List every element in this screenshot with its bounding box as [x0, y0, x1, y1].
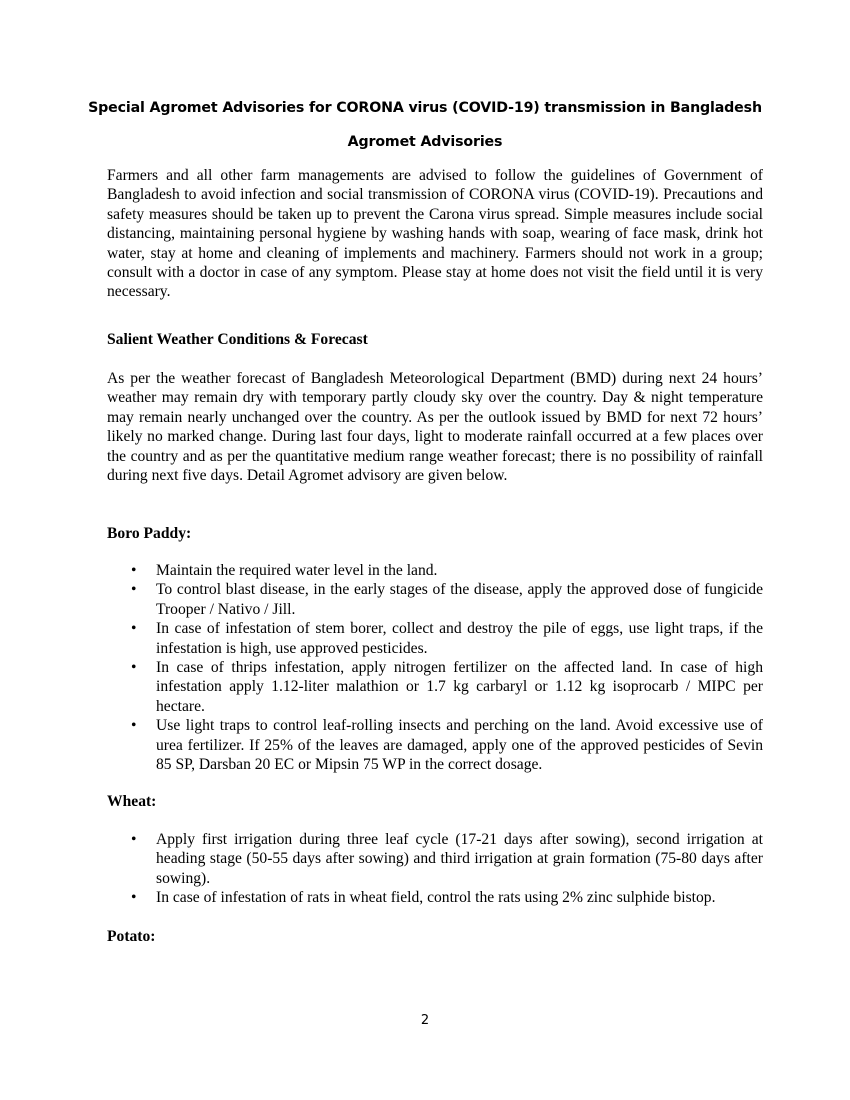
wheat-list [107, 830, 763, 908]
intro-paragraph: Farmers and all other farm managements are advised to follow the guidelines of Government of Bangladesh to avoid infection and social transmission of CORONA virus (COVID-19). Precautions and safety measures should be taken up to prevent the Carona virus spread. Simple measures include social distancing, maintaining personal hygiene by washing hands with soap, wearing of face mask, drink hot water, stay at home and cleaning of implements and machinery. Farmers should not work in a group; consult with a doctor in case of any symptom. Please stay at home does not visit the field until it is very necessary. [107, 167, 763, 301]
bullet-icon: • [131, 562, 137, 579]
list-item [107, 830, 763, 888]
wheat-heading: Wheat: [107, 793, 157, 810]
weather-heading: Salient Weather Conditions & Forecast [107, 331, 368, 348]
bullet-icon: • [131, 831, 137, 848]
list-item-text: Apply first irrigation during three leaf cycle (17-21 days after sowing), second irrigation at heading stage (50-55 days after sowing) and third irrigation at grain formation (75-80 days after sowing). [156, 831, 763, 887]
page-number: 2 [420, 1013, 430, 1028]
list-item [107, 658, 763, 716]
list-item-text: In case of infestation of stem borer, collect and destroy the pile of eggs, use light traps, if the infestation is high, use approved pesticides. [156, 620, 763, 657]
list-item-text: To control blast disease, in the early stages of the disease, apply the approved dose of fungicide Trooper / Nativo / Jill. [156, 581, 763, 618]
bullet-icon: • [131, 659, 137, 677]
boro-paddy-heading: Boro Paddy: [107, 525, 192, 542]
list-item [107, 888, 763, 907]
list-item-text: Use light traps to control leaf-rolling insects and perching on the land. Avoid excessive use of urea fertilizer. If 25% of the leaves are damaged, apply one of the approved pesticides of Sevin 85 SP, Darsban 20 EC or Mipsin 75 WP in the correct dosage. [156, 717, 763, 774]
bullet-icon: • [131, 889, 137, 907]
list-item-text: Maintain the required water level in the land. [156, 562, 438, 579]
list-item [107, 580, 763, 619]
list-item [107, 716, 763, 774]
document-subtitle: Agromet Advisories [347, 134, 503, 150]
weather-paragraph: As per the weather forecast of Bangladesh Meteorological Department (BMD) during next 24 hours’ weather may remain dry with temporary partly cloudy sky over the country. Day & night temperature may remain nearly unchanged over the country. As per the outlook issued by BMD for next 72 hours’ likely no marked change. During last four days, light to moderate rainfall occurred at a few places over the country and as per the quantitative medium range weather forecast; there is no possibility of rainfall during next five days. Detail Agromet advisory are given below. [107, 370, 763, 485]
bullet-icon: • [131, 620, 137, 638]
document-title: Special Agromet Advisories for CORONA virus (COVID-19) transmission in Bangladesh [88, 100, 762, 116]
list-item [107, 561, 763, 580]
list-item [107, 619, 763, 658]
list-item-text: In case of infestation of rats in wheat field, control the rats using 2% zinc sulphide bistop. [156, 889, 716, 907]
bullet-icon: • [131, 717, 137, 735]
bullet-icon: • [131, 581, 137, 599]
boro-paddy-list [107, 561, 763, 774]
potato-heading: Potato: [107, 928, 156, 945]
list-item-text: In case of thrips infestation, apply nitrogen fertilizer on the affected land. In case of high infestation apply 1.12-liter malathion or 1.7 kg carbaryl or 1.12 kg isoprocarb / MIPC per hectare. [156, 659, 763, 715]
